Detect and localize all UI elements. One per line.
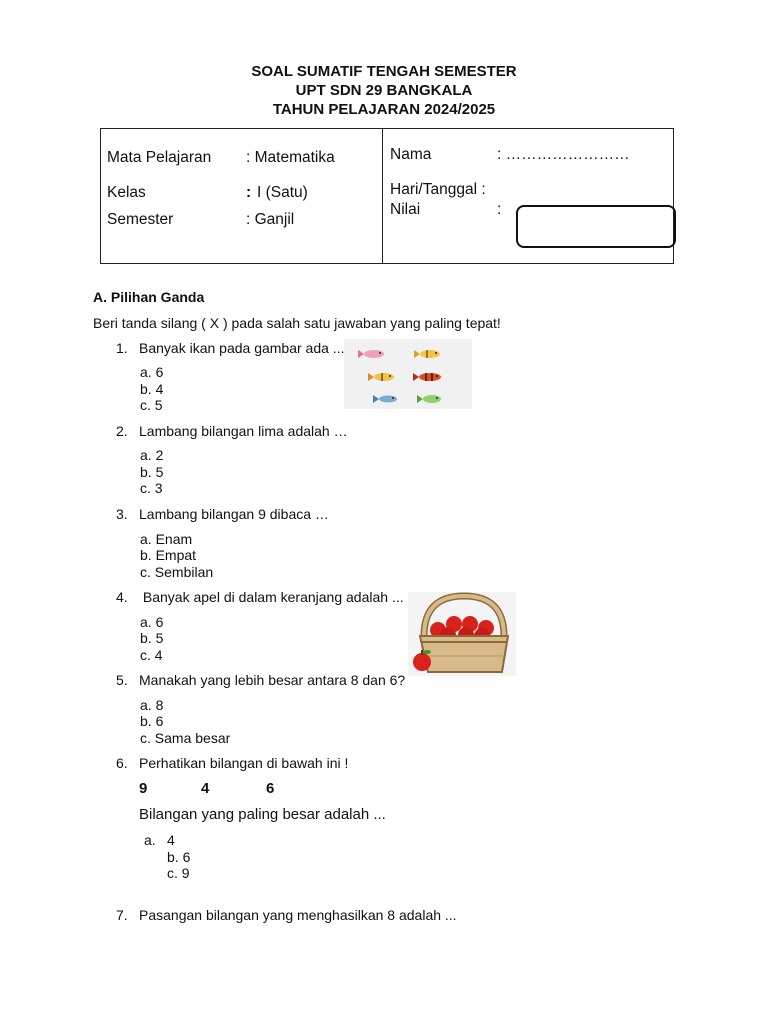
question-4-option-b[interactable]: b. 5 — [140, 630, 164, 646]
question-6-number-c: 6 — [266, 780, 275, 797]
question-2-text: Lambang bilangan lima adalah … — [139, 423, 348, 439]
question-2-option-c[interactable]: c. 3 — [140, 480, 163, 496]
apple-basket-picture — [408, 592, 516, 676]
question-1-text: Banyak ikan pada gambar ada ... — [139, 340, 345, 356]
fish-icon — [417, 395, 441, 403]
apple-icon — [413, 650, 431, 671]
question-2-option-a[interactable]: a. 2 — [140, 447, 164, 463]
question-1-option-a[interactable]: a. 6 — [140, 364, 164, 380]
question-6-text: Perhatikan bilangan di bawah ini ! — [139, 755, 349, 771]
question-4-option-c[interactable]: c. 4 — [140, 647, 163, 663]
question-6-option-b[interactable]: b. 6 — [167, 849, 191, 865]
question-4-option-a[interactable]: a. 6 — [140, 614, 164, 630]
fish-icon — [414, 350, 440, 358]
mapel-label: Mata Pelajaran — [107, 149, 212, 166]
question-1-option-b[interactable]: b. 4 — [140, 381, 164, 397]
fish-picture — [344, 339, 472, 409]
question-6-number-b: 4 — [201, 780, 210, 797]
nilai-score-box[interactable] — [516, 205, 676, 248]
question-2-number: 2. — [116, 423, 128, 439]
question-1-option-c[interactable]: c. 5 — [140, 397, 163, 413]
nilai-label: Nilai — [390, 201, 421, 218]
question-4-number: 4. — [116, 589, 128, 605]
question-3-number: 3. — [116, 506, 128, 522]
question-5-option-a[interactable]: a. 8 — [140, 697, 164, 713]
identity-table-divider — [382, 128, 383, 264]
kelas-colon: : — [246, 184, 252, 201]
semester-label: Semester — [107, 211, 174, 228]
hari-tanggal-label: Hari/Tanggal : — [390, 181, 486, 198]
question-3-option-b[interactable]: b. Empat — [140, 547, 197, 563]
question-5-text: Manakah yang lebih besar antara 8 dan 6? — [139, 672, 406, 688]
mapel-value: : Matematika — [246, 149, 335, 166]
doc-title-line2: UPT SDN 29 BANGKALA — [295, 82, 473, 99]
question-5-number: 5. — [116, 672, 128, 688]
question-3-option-c[interactable]: c. Sembilan — [140, 564, 214, 580]
question-3-text: Lambang bilangan 9 dibaca … — [139, 506, 329, 522]
nama-field[interactable]: : …………………… — [497, 146, 630, 163]
question-6-option-c[interactable]: c. 9 — [167, 865, 190, 881]
question-6-option-a[interactable]: 4 — [167, 832, 175, 848]
question-5-option-b[interactable]: b. 6 — [140, 713, 164, 729]
semester-value: : Ganjil — [246, 211, 295, 228]
fish-icon — [368, 373, 394, 381]
question-6-option-a-letter: a. — [144, 832, 156, 848]
nama-label: Nama — [390, 146, 432, 163]
fish-icon — [358, 350, 384, 358]
kelas-label: Kelas — [107, 184, 146, 201]
doc-title-line1: SOAL SUMATIF TENGAH SEMESTER — [251, 63, 517, 80]
fish-icon — [373, 395, 397, 403]
doc-title-line3: TAHUN PELAJARAN 2024/2025 — [272, 101, 496, 118]
section-instruction: Beri tanda silang ( X ) pada salah satu jawaban yang paling tepat! — [93, 315, 501, 331]
nilai-colon: : — [497, 201, 502, 218]
question-6-number: 6. — [116, 755, 128, 771]
question-5-option-c[interactable]: c. Sama besar — [140, 730, 231, 746]
question-3-option-a[interactable]: a. Enam — [140, 531, 193, 547]
question-2-option-b[interactable]: b. 5 — [140, 464, 164, 480]
question-7-number: 7. — [116, 907, 128, 923]
question-6-subtext: Bilangan yang paling besar adalah ... — [139, 806, 386, 823]
kelas-value: I (Satu) — [257, 184, 308, 201]
question-4-text: Banyak apel di dalam keranjang adalah ... — [139, 589, 404, 605]
section-title: A. Pilihan Ganda — [93, 289, 205, 305]
fish-icon — [413, 373, 441, 381]
question-1-number: 1. — [116, 340, 128, 356]
question-7-text: Pasangan bilangan yang menghasilkan 8 adalah ... — [139, 907, 457, 923]
question-6-number-a: 9 — [139, 780, 148, 797]
